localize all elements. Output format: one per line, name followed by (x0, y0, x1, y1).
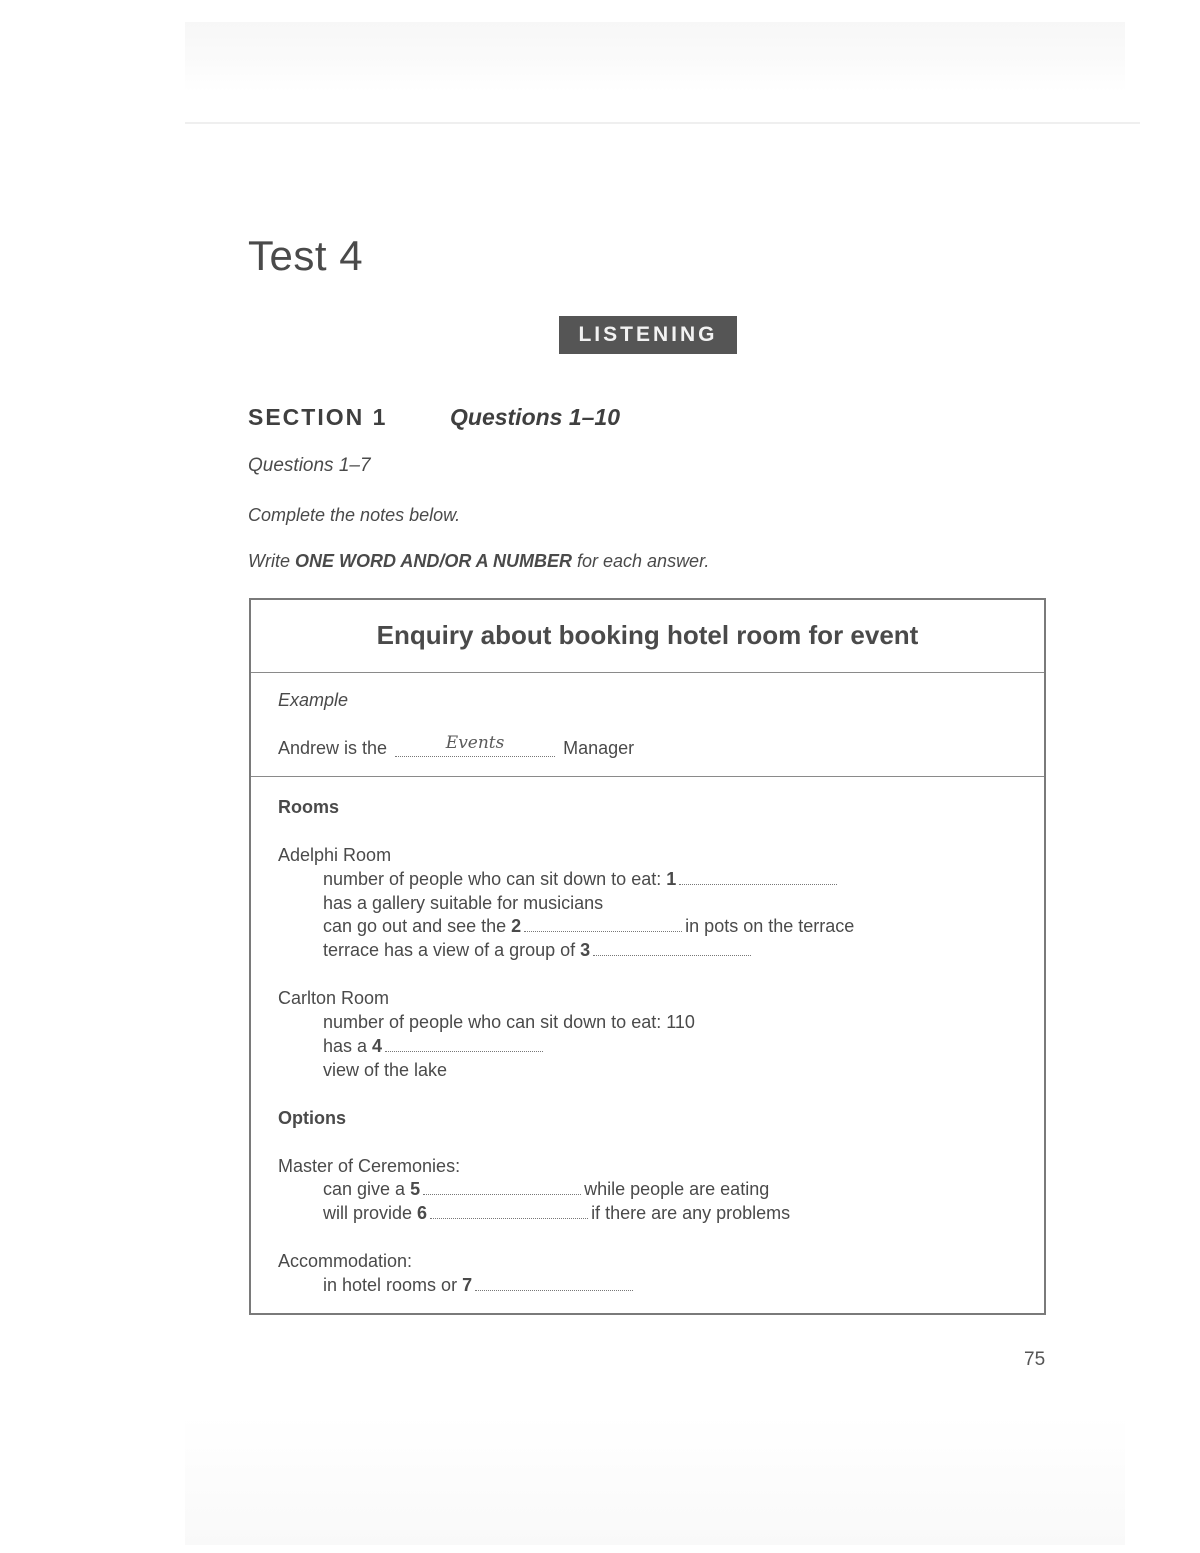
title-divider (251, 672, 1044, 673)
question-7-number: 7 (462, 1275, 473, 1295)
write-bold: ONE WORD AND/OR A NUMBER (295, 551, 572, 571)
notes-box (249, 598, 1046, 1315)
rooms-heading: Rooms (278, 797, 340, 817)
master-name: Master of Ceremonies: (278, 1156, 461, 1176)
adelphi-line-1-text: number of people who can sit down to eat: (323, 869, 667, 889)
options-heading: Options (278, 1108, 346, 1128)
master-line-1-prefix: can give a (323, 1179, 411, 1199)
scan-shadow-top (185, 22, 1125, 92)
adelphi-line-3-prefix: can go out and see the (323, 916, 512, 936)
adelphi-line-2: has a gallery suitable for musicians (323, 893, 604, 913)
question-4-blank[interactable] (385, 1037, 543, 1052)
example-answer-blank (395, 733, 555, 757)
master-line-1-suffix: while people are eating (584, 1179, 770, 1199)
question-4-number: 4 (372, 1036, 383, 1056)
listening-badge: LISTENING (559, 316, 737, 354)
master-line-2 (323, 1203, 790, 1224)
adelphi-line-4-text: terrace has a view of a group of (323, 940, 581, 960)
carlton-line-2-prefix: has a (323, 1036, 373, 1056)
write-instruction (248, 551, 709, 572)
question-7-blank[interactable] (475, 1276, 633, 1291)
adelphi-line-4 (323, 940, 754, 961)
question-6-number: 6 (417, 1203, 428, 1223)
test-title: Test 4 (248, 232, 364, 279)
carlton-line-2 (323, 1036, 546, 1057)
section-questions: Questions 1–10 (450, 404, 621, 430)
question-5-blank[interactable] (423, 1180, 581, 1195)
question-6-blank[interactable] (430, 1204, 588, 1219)
master-line-2-prefix: will provide (323, 1203, 418, 1223)
accommodation-line-1-prefix: in hotel rooms or (323, 1275, 463, 1295)
question-5-number: 5 (410, 1179, 421, 1199)
scan-shadow-bottom (185, 1415, 1125, 1545)
question-1-number: 1 (666, 869, 677, 889)
carlton-line-3: view of the lake (323, 1060, 448, 1080)
example-line (278, 733, 635, 759)
accommodation-line-1 (323, 1275, 636, 1296)
adelphi-line-3 (323, 916, 854, 937)
carlton-line-1: number of people who can sit down to eat: 110 (323, 1012, 695, 1032)
scan-shadow-line (185, 122, 1140, 124)
question-1-blank[interactable] (679, 870, 837, 885)
section-label: SECTION 1 (248, 404, 388, 430)
master-line-2-suffix: if there are any problems (591, 1203, 791, 1223)
questions-range: Questions 1–7 (248, 455, 371, 476)
example-suffix: Manager (563, 738, 635, 758)
question-3-number: 3 (580, 940, 591, 960)
adelphi-line-1 (323, 869, 840, 890)
question-2-blank[interactable] (524, 917, 682, 932)
example-prefix: Andrew is the (278, 738, 388, 758)
adelphi-name: Adelphi Room (278, 845, 392, 865)
write-prefix: Write (248, 551, 295, 571)
example-label: Example (278, 690, 349, 710)
adelphi-line-3-suffix: in pots on the terrace (685, 916, 855, 936)
question-3-blank[interactable] (593, 941, 751, 956)
complete-instruction: Complete the notes below. (248, 505, 461, 525)
carlton-name: Carlton Room (278, 988, 390, 1008)
master-line-1 (323, 1179, 769, 1200)
example-answer: Events (445, 733, 505, 753)
notes-title: Enquiry about booking hotel room for event (376, 620, 919, 650)
question-2-number: 2 (511, 916, 522, 936)
example-divider (251, 776, 1044, 777)
page-number: 75 (1024, 1349, 1046, 1370)
section-heading (248, 404, 620, 431)
accommodation-name: Accommodation: (278, 1251, 413, 1271)
write-suffix: for each answer. (572, 551, 710, 571)
